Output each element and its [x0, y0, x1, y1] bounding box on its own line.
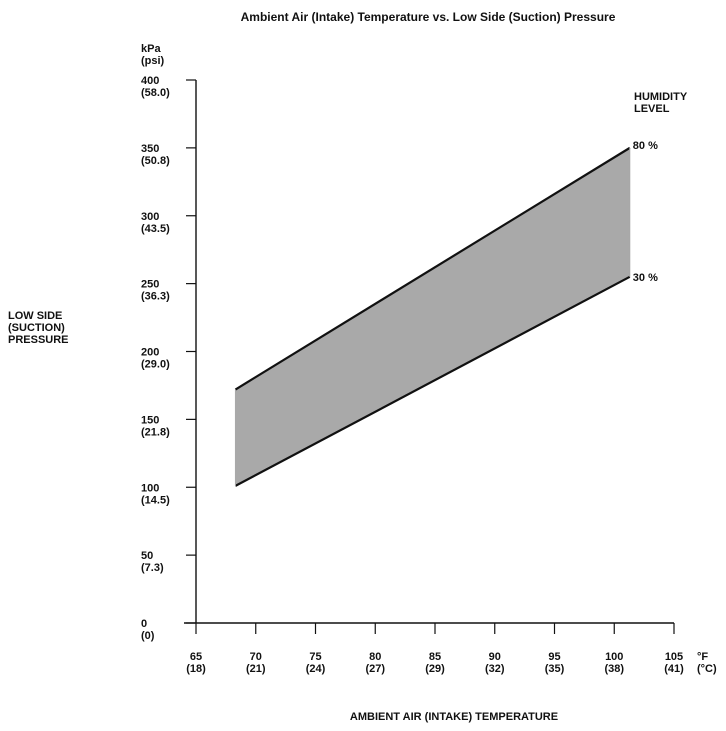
y-tick-label: 400	[141, 75, 160, 87]
x-tick-label-celsius: (29)	[425, 663, 445, 675]
x-tick-label-celsius: (27)	[365, 663, 386, 675]
y-tick-label: 50	[141, 550, 154, 563]
x-tick-label-celsius: (24)	[305, 663, 326, 675]
y-axis-label-line-1: LOW SIDE	[8, 310, 63, 322]
humidity-band-area	[235, 148, 629, 486]
x-tick-label: 70	[249, 651, 262, 663]
x-tick-label-celsius: (38)	[604, 663, 625, 675]
legend-title-line-1: HUMIDITY	[634, 91, 688, 103]
x-tick-label: 100	[605, 651, 624, 663]
y-axis-label-line-2: (SUCTION)	[8, 322, 65, 334]
x-tick-label: 80	[369, 651, 382, 663]
y-tick-label-psi: (7.3)	[141, 562, 164, 575]
y-tick-label: 0	[141, 618, 148, 630]
y-tick-label: 250	[141, 278, 160, 291]
y-tick-label-psi: (50.8)	[141, 154, 170, 167]
y-tick-label: 150	[141, 414, 160, 427]
x-tick-label: 85	[428, 651, 442, 663]
x-tick-label-celsius: (21)	[245, 663, 266, 675]
x-tick-label-celsius: (35)	[544, 663, 565, 675]
x-tick-label: 105	[664, 651, 684, 663]
y-tick-label-psi: (58.0)	[141, 87, 170, 99]
y-tick-label-psi: (0)	[141, 630, 155, 642]
y-unit-psi: (psi)	[141, 55, 165, 67]
x-tick-label: 65	[189, 651, 203, 663]
y-tick-label-psi: (21.8)	[141, 426, 170, 439]
y-tick-label-psi: (29.0)	[141, 358, 170, 371]
x-tick-label-celsius: (18)	[186, 663, 206, 675]
y-tick-label: 300	[141, 210, 160, 223]
y-tick-label: 350	[141, 142, 160, 155]
x-unit-c: (°C)	[697, 663, 717, 675]
legend-title-line-2: LEVEL	[634, 103, 670, 115]
y-tick-label: 200	[141, 346, 160, 359]
y-ticks	[141, 75, 196, 642]
y-unit-kpa: kPa	[141, 43, 161, 55]
x-tick-label-celsius: (41)	[664, 663, 684, 675]
x-ticks	[186, 623, 684, 675]
x-tick-label: 90	[488, 651, 501, 663]
y-axis-label-line-3: PRESSURE	[8, 334, 69, 346]
x-tick-label-celsius: (32)	[484, 663, 505, 675]
x-unit-f: °F	[697, 651, 709, 663]
y-tick-label-psi: (36.3)	[141, 290, 170, 303]
y-tick-label: 100	[141, 482, 160, 495]
series-label-30: 30 %	[632, 271, 658, 284]
y-tick-label-psi: (14.5)	[141, 494, 170, 507]
x-tick-label: 75	[309, 651, 322, 663]
chart-title: Ambient Air (Intake) Temperature vs. Low Side (Suction) Pressure	[240, 10, 616, 24]
x-tick-label: 95	[548, 651, 561, 663]
y-tick-label-psi: (43.5)	[141, 222, 170, 235]
x-axis-label: AMBIENT AIR (INTAKE) TEMPERATURE	[349, 711, 559, 723]
series-label-80: 80 %	[632, 139, 658, 152]
